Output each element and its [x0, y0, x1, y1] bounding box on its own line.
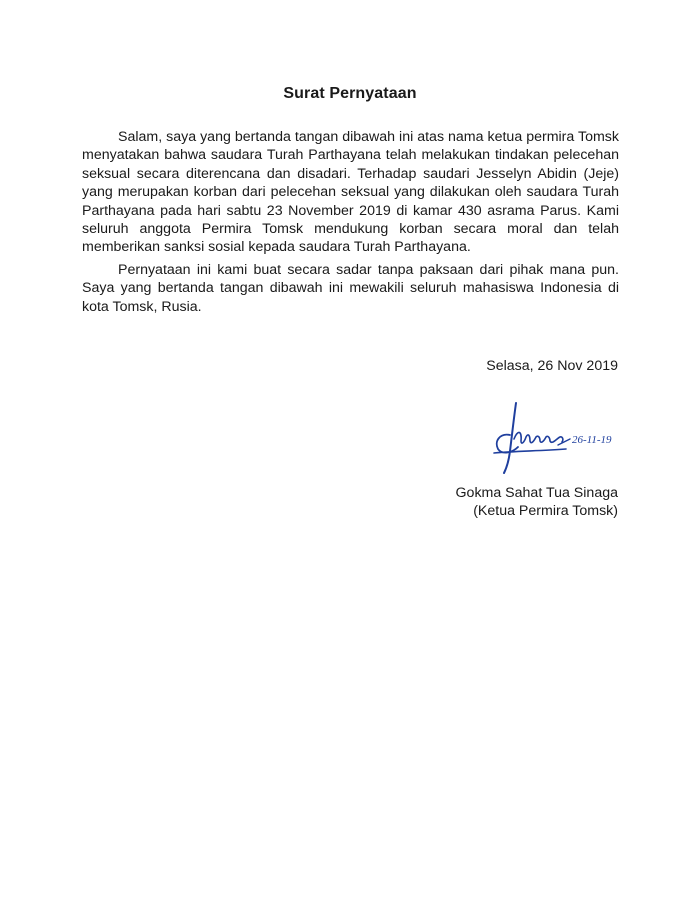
- page-title: Surat Pernyataan: [283, 85, 417, 102]
- paragraph-declaration: Pernyataan ini kami buat secara sadar tanpa paksaan dari pihak mana pun. Saya yang bertanda tangan dibawah ini mewakili seluruh mahasiswa Indonesia di kota Tomsk, Rusia.: [82, 262, 619, 315]
- signer-block: [456, 484, 618, 521]
- signature-date: 26-11-19: [572, 434, 612, 446]
- paragraph-statement: Salam, saya yang bertanda tangan dibawah ini atas nama ketua permira Tomsk menyatakan bahwa saudara Turah Parthayana telah melakukan tindakan pelecehan seksual secara diterencana dan disadari. Terhadap saudari Jesselyn Abidin (Jeje) yang merupakan korban dari pelecehan seksual yang dilakukan oleh saudara Turah Parthayana pada hari sabtu 23 November 2019 di kamar 430 asrama Parus. Kami seluruh anggota Permira Tomsk mendukung korban secara moral dan telah memberikan sanksi sosial kepada saudara Turah Parthayana.: [82, 129, 619, 256]
- letter-date: Selasa, 26 Nov 2019: [486, 358, 618, 374]
- signer-name: Gokma Sahat Tua Sinaga: [455, 485, 618, 501]
- handwritten-signature: [488, 395, 618, 485]
- signer-role: (Ketua Permira Tomsk): [473, 503, 618, 520]
